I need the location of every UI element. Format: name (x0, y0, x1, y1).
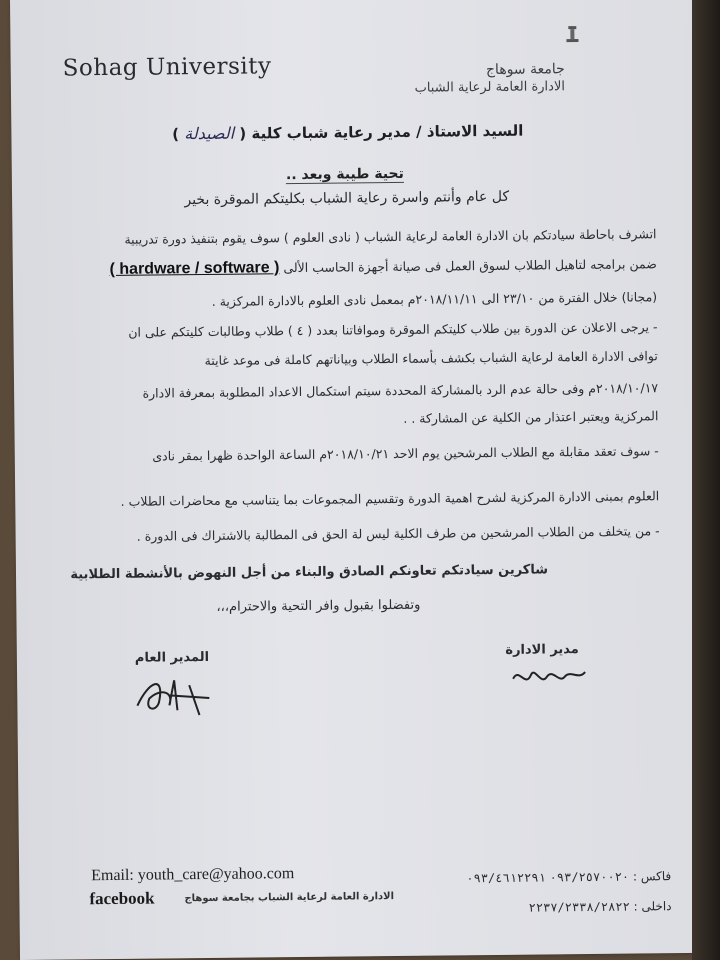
general-manager-signature-icon (129, 670, 225, 721)
footer-tel-line (529, 899, 672, 914)
university-name-arabic: جامعة سوهاج (485, 61, 565, 79)
closing-thanks: شاكرين سيادتكم تعاونكم الصادق والبناء من أجل النهوض بالأنشطة الطلابية (70, 562, 549, 583)
university-header-arabic (414, 60, 565, 98)
body-line-2-text: ضمن برامجه لتاهيل الطلاب لسوق العمل فى صيانة أجهزة الحاسب الألى (283, 256, 657, 276)
department-name-arabic: الادارة العامة لرعاية الشباب (414, 79, 566, 96)
footer-email: Email: youth_care@yahoo.com (91, 865, 295, 885)
department-manager-signature-icon (509, 658, 589, 695)
addressee-text: السيد الاستاذ / مدير رعاية شباب كلية ( (239, 121, 524, 143)
body-line-9: العلوم بمبنى الادارة المركزية لشرح اهمية الدورة وتقسيم المجموعات بما يتناسب مع محاضرات الطلاب . (120, 488, 660, 509)
body-line-1: اتشرف باحاطة سيادتكم بان الادارة العامة لرعاية الشباب ( نادى العلوم ) سوف يقوم بتنفيذ دورة تدريبية (124, 226, 657, 247)
body-line-5: توافى الادارة العامة لرعاية الشباب بكشف بأسماء الطلاب وبياناتهم كاملة فى موعد غايتة (204, 348, 658, 368)
addressee-close: ) (172, 125, 180, 144)
body-line-3: (مجانا) خلال الفترة من ٢٣/١٠ الى ٢٠١٨/١١/١١م بمعمل نادى العلوم بالادارة المركزية . (211, 289, 658, 309)
general-manager-title: المدير العام (134, 649, 210, 666)
tel-extensions: ٢٢٣٧/٢٣٣٨/٢٨٢٢ (528, 899, 630, 915)
hardware-software-label: ( hardware / software ) (109, 259, 280, 278)
fax-number: ٠٩٣/٤٦١٢٢٩١ (466, 870, 546, 886)
department-manager-title: مدير الادارة (505, 642, 579, 658)
body-line-8: - سوف تعقد مقابلة مع الطلاب المرشحين يوم الاحد ٢٠١٨/١٠/٢١م الساعة الواحدة ظهرا بمقر نادى (152, 443, 659, 464)
footer-fax-line (466, 869, 671, 885)
footer-facebook: facebook (89, 888, 155, 909)
body-line-2 (110, 255, 657, 279)
wishes-line: كل عام وأنتم واسرة رعاية الشباب بكليتكم الموقرة بخير (184, 188, 510, 209)
addressee-faculty-handwritten: الصيدلة (184, 123, 235, 144)
phone-prefix: ٠٩٣/٢٥٧٠٠٢٠ (549, 869, 630, 885)
university-emblem-icon (562, 24, 582, 48)
closing-regards: وتفضلوا بقبول وافر التحية والاحترام،،، (216, 597, 421, 615)
body-line-6: ٢٠١٨/١٠/١٧م وفى حالة عدم الرد بالمشاركة المحددة سيتم استكمال الاعداد المطلوبة بمعرفة الادارة (142, 380, 659, 401)
body-line-7: المركزية ويعتبر اعتذار من الكلية عن المشاركة . . (403, 408, 659, 426)
footer-facebook-page-name: الادارة العامة لرعاية الشباب بجامعة سوهاج (184, 891, 395, 905)
body-line-10: - من يتخلف من الطلاب المرشحين من طرف الكلية ليس لة الحق فى المطالبة بالاشتراك فى الدورة . (136, 523, 660, 544)
fax-label: فاكس : (632, 869, 672, 884)
greeting: تحية طيبة وبعد .. (285, 165, 404, 184)
tel-label: داخلى : (633, 899, 672, 914)
university-name-english: Sohag University (62, 53, 272, 82)
addressee-line (172, 121, 523, 144)
body-line-4: - يرجى الاعلان عن الدورة بين طلاب كليتكم الموقرة وموافاتنا بعدد ( ٤ ) طلاب وطالبات كليتكم على ان (128, 319, 658, 340)
background-edge (692, 0, 720, 960)
letter-paper (10, 0, 712, 960)
